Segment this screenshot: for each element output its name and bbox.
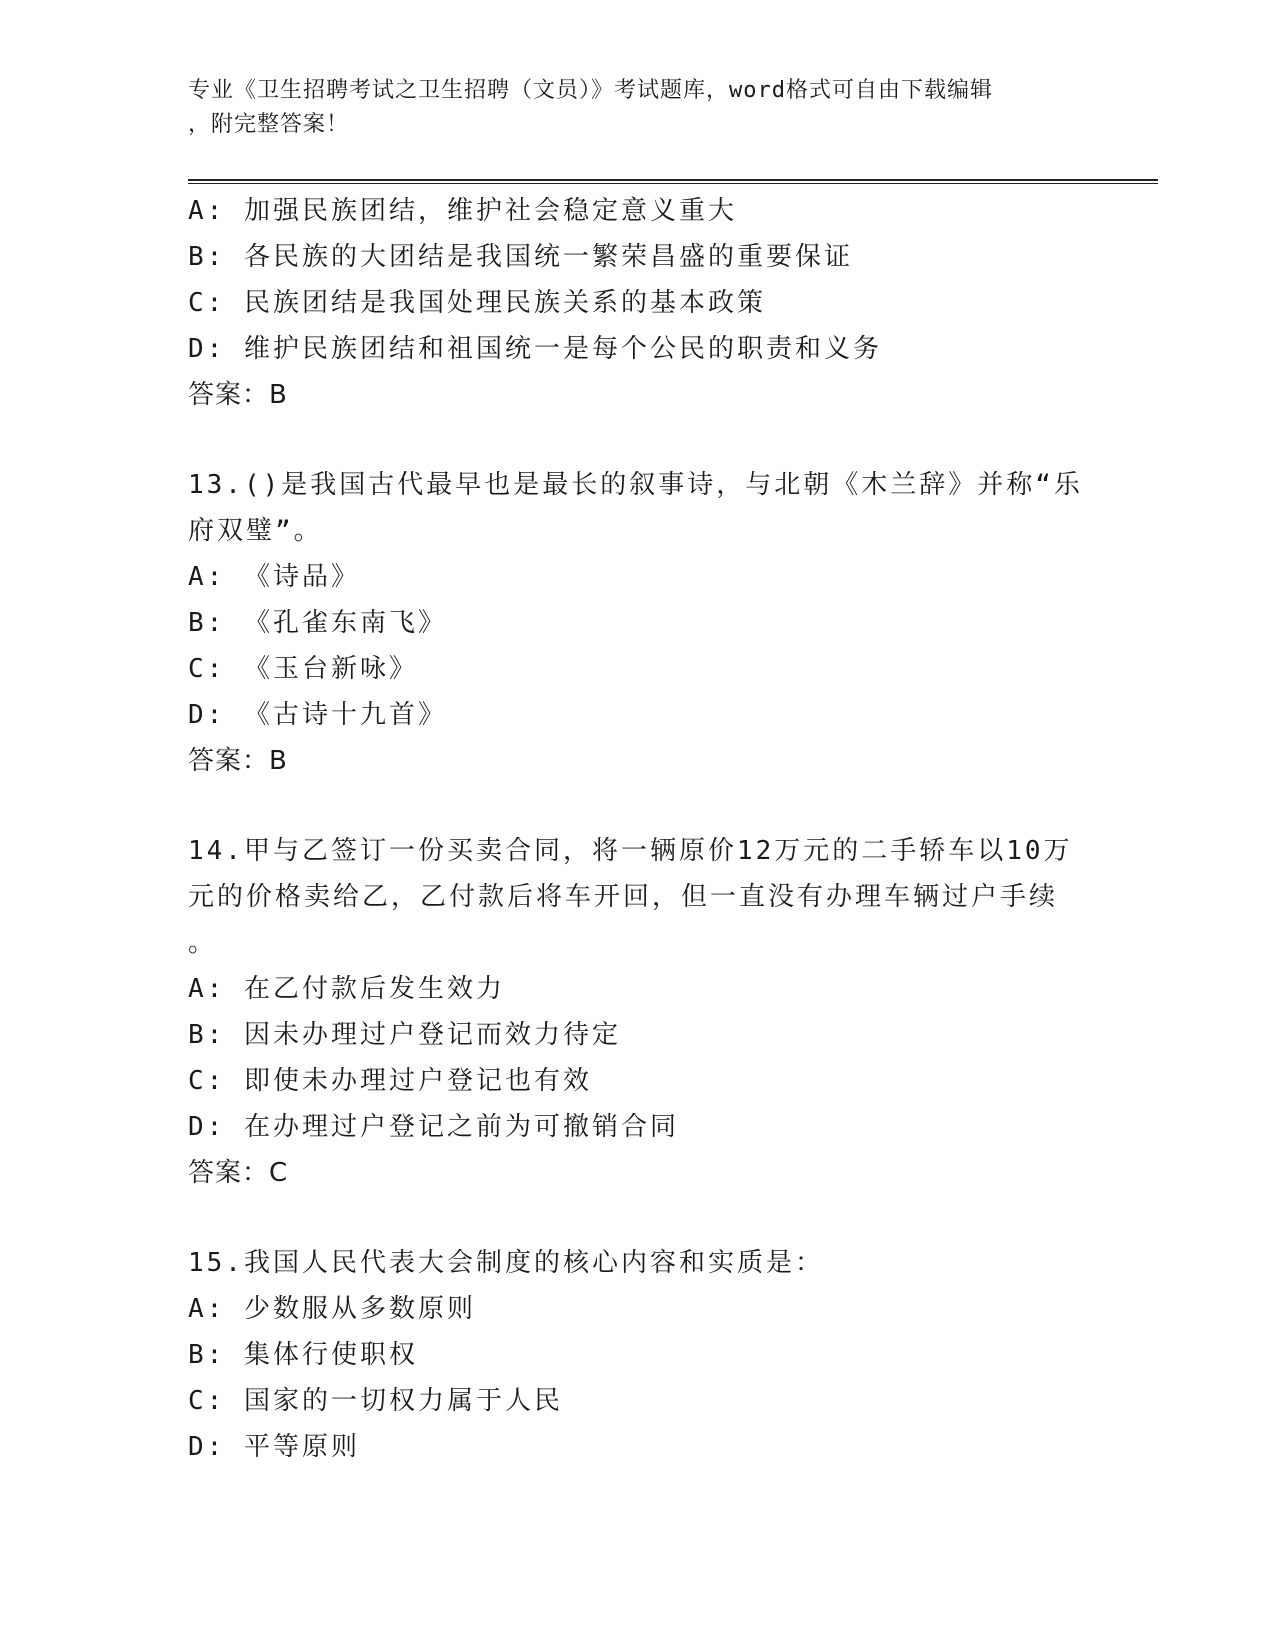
option-d: D: 平等原则 — [188, 1432, 360, 1462]
option-d: D: 在办理过户登记之前为可撤销合同 — [188, 1112, 679, 1142]
document-header — [188, 74, 1068, 142]
question-stem-line: 14.甲与乙签订一份买卖合同，将一辆原价12万元的二手轿车以10万 — [188, 836, 1073, 866]
question-13 — [188, 462, 1088, 784]
question-stem-line: 。 — [188, 928, 218, 958]
option-d: D: 《古诗十九首》 — [188, 700, 447, 730]
option-b: B: 集体行使职权 — [188, 1340, 418, 1370]
header-divider — [188, 179, 1158, 184]
option-b: B: 各民族的大团结是我国统一繁荣昌盛的重要保证 — [188, 242, 853, 272]
option-b: B: 因未办理过户登记而效力待定 — [188, 1020, 621, 1050]
option-c: C: 国家的一切权力属于人民 — [188, 1386, 563, 1416]
spacer — [188, 1196, 1088, 1240]
answer: 答案：B — [188, 746, 288, 776]
question-stem-line: 府双璧”。 — [188, 516, 323, 546]
question-14 — [188, 828, 1088, 1196]
question-12 — [188, 188, 1088, 418]
answer: 答案：C — [188, 1158, 289, 1188]
option-c: C: 即使未办理过户登记也有效 — [188, 1066, 592, 1096]
question-stem-line: 元的价格卖给乙，乙付款后将车开回，但一直没有办理车辆过户手续 — [188, 882, 1059, 912]
answer: 答案：B — [188, 380, 288, 410]
spacer — [188, 784, 1088, 828]
question-15 — [188, 1240, 1088, 1470]
question-stem-line: 15.我国人民代表大会制度的核心内容和实质是： — [188, 1248, 824, 1278]
question-stem-line: 13.()是我国古代最早也是最长的叙事诗，与北朝《木兰辞》并称“乐 — [188, 470, 1083, 500]
header-line-1: 专业《卫生招聘考试之卫生招聘（文员）》考试题库，word格式可自由下载编辑 — [188, 78, 993, 103]
option-a: A: 在乙付款后发生效力 — [188, 974, 505, 1004]
spacer — [188, 418, 1088, 462]
question-list — [188, 188, 1088, 1470]
option-a: A: 加强民族团结，维护社会稳定意义重大 — [188, 196, 737, 226]
option-a: A: 《诗品》 — [188, 562, 360, 592]
option-a: A: 少数服从多数原则 — [188, 1294, 476, 1324]
option-b: B: 《孔雀东南飞》 — [188, 608, 447, 638]
option-c: C: 民族团结是我国处理民族关系的基本政策 — [188, 288, 766, 318]
header-line-2: ，附完整答案！ — [188, 112, 350, 137]
option-c: C: 《玉台新咏》 — [188, 654, 418, 684]
option-d: D: 维护民族团结和祖国统一是每个公民的职责和义务 — [188, 334, 882, 364]
